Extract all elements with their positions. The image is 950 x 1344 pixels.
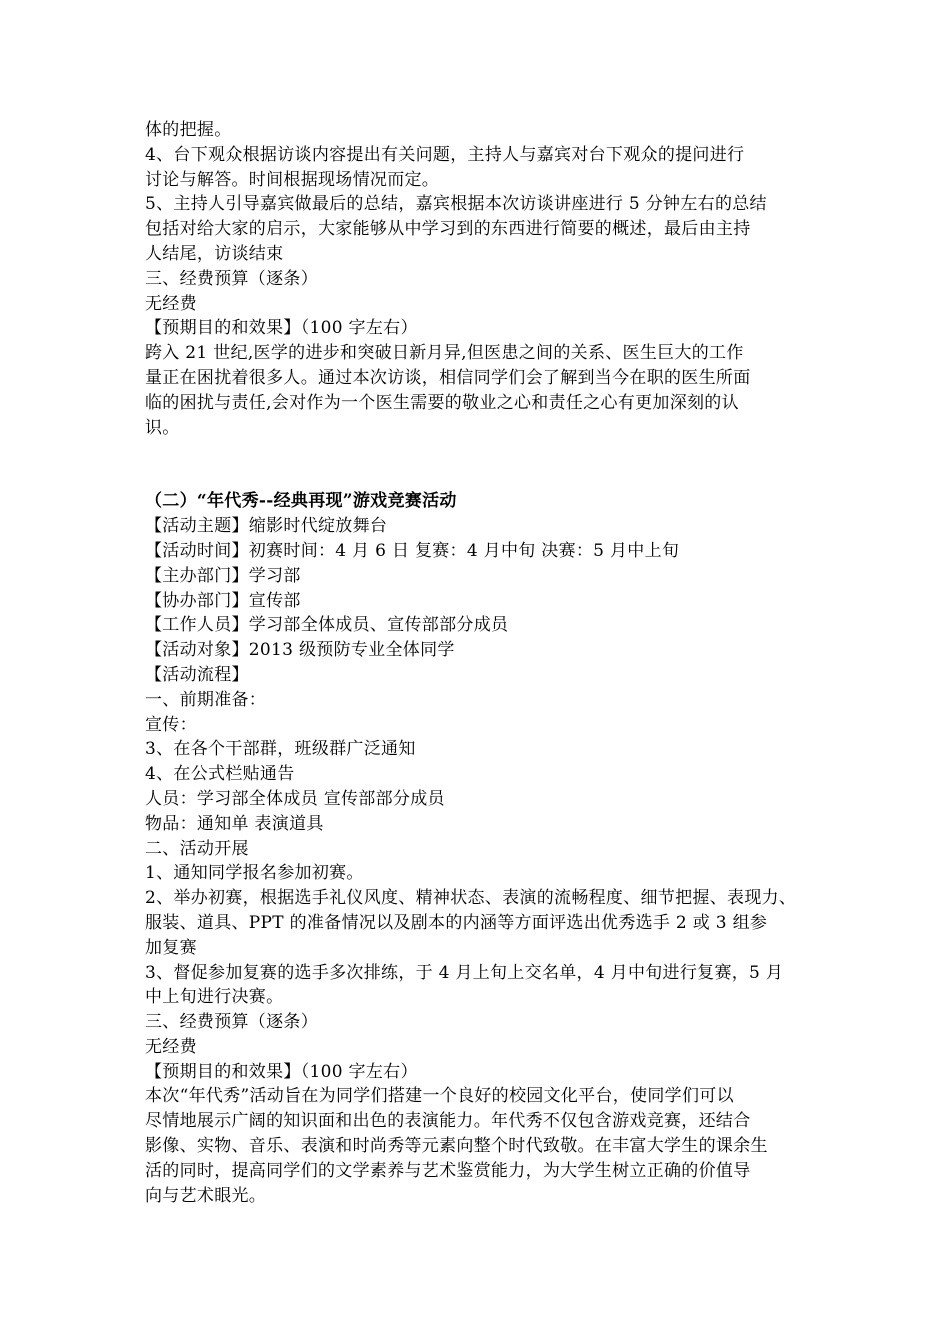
host-department: 【主办部门】学习部	[145, 565, 301, 586]
text-line: 体的把握。	[145, 120, 232, 140]
text-line: 临的困扰与责任,会对作为一个医生需要的敬业之心和责任之心有更加深刻的认	[145, 392, 739, 413]
text-line: 本次“年代秀”活动旨在为同学们搭建一个良好的校园文化平台，使同学们可以	[145, 1086, 734, 1107]
text-line: 3、在各个干部群，班级群广泛通知	[145, 739, 416, 760]
text-line: 识。	[145, 417, 180, 438]
section-interview	[145, 118, 813, 440]
text-line: 宣传：	[145, 714, 197, 735]
text-line: 包括对给大家的启示，大家能够从中学习到的东西进行简要的概述，最后由主持	[145, 219, 751, 240]
text-line: 影像、实物、音乐、表演和时尚秀等元素向整个时代致敬。在丰富大学生的课余生	[145, 1136, 768, 1157]
text-line: 活的同时，提高同学们的文学素养与艺术鉴赏能力，为大学生树立正确的价值导	[145, 1160, 751, 1181]
text-line: 人员：学习部全体成员 宣传部部分成员	[145, 788, 445, 809]
budget-value: 无经费	[145, 293, 197, 314]
activity-theme: 【活动主题】缩影时代绽放舞台	[145, 516, 388, 537]
text-line: 尽情地展示广阔的知识面和出色的表演能力。年代秀不仅包含游戏竞赛，还结合	[145, 1111, 751, 1132]
text-line: 向与艺术眼光。	[145, 1185, 267, 1206]
target-audience: 【活动对象】2013 级预防专业全体同学	[145, 640, 455, 661]
text-line: 人结尾，访谈结束	[145, 243, 284, 264]
budget-heading: 三、经费预算（逐条）	[145, 1012, 318, 1033]
co-host-department: 【协办部门】宣传部	[145, 590, 301, 611]
expected-effect-heading: 【预期目的和效果】（100 字左右）	[145, 318, 418, 339]
activity-process-heading: 【活动流程】	[145, 664, 249, 685]
text-line: 讨论与解答。时间根据现场情况而定。	[145, 169, 440, 190]
text-line: 4、台下观众根据访谈内容提出有关问题，主持人与嘉宾对台下观众的提问进行	[145, 144, 745, 165]
development-heading: 二、活动开展	[145, 838, 249, 859]
text-line: 4、在公式栏贴通告	[145, 764, 295, 785]
document-page	[145, 118, 813, 1208]
text-line: 服装、道具、PPT 的准备情况以及剧本的内涵等方面评选出优秀选手 2 或 3 组参	[145, 912, 768, 933]
text-line: 物品：通知单 表演道具	[145, 813, 324, 834]
expected-effect-heading: 【预期目的和效果】（100 字左右）	[145, 1061, 418, 1082]
section-title: （二）“年代秀--经典再现”游戏竞赛活动	[145, 491, 457, 512]
text-line: 中上旬进行决赛。	[145, 987, 284, 1008]
budget-value: 无经费	[145, 1036, 197, 1057]
staff: 【工作人员】学习部全体成员、宣传部部分成员	[145, 615, 509, 636]
text-line: 2、举办初赛，根据选手礼仪风度、精神状态、表演的流畅程度、细节把握、表现力、	[145, 888, 797, 909]
text-line: 1、通知同学报名参加初赛。	[145, 863, 364, 884]
section-spacer	[145, 440, 813, 489]
text-line: 5、主持人引导嘉宾做最后的总结，嘉宾根据本次访谈讲座进行 5 分钟左右的总结	[145, 194, 767, 215]
text-line: 跨入 21 世纪,医学的进步和突破日新月异,但医患之间的关系、医生巨大的工作	[145, 343, 744, 364]
activity-time: 【活动时间】初赛时间：4 月 6 日 复赛：4 月中旬 决赛：5 月中上旬	[145, 540, 680, 561]
text-line: 3、督促参加复赛的选手多次排练，于 4 月上旬上交名单，4 月中旬进行复赛，5 月	[145, 962, 784, 983]
text-line: 加复赛	[145, 937, 197, 958]
budget-heading: 三、经费预算（逐条）	[145, 268, 318, 289]
section-game-contest	[145, 489, 813, 1208]
preparation-heading: 一、前期准备：	[145, 689, 267, 710]
text-line: 量正在困扰着很多人。通过本次访谈，相信同学们会了解到当今在职的医生所面	[145, 367, 751, 388]
